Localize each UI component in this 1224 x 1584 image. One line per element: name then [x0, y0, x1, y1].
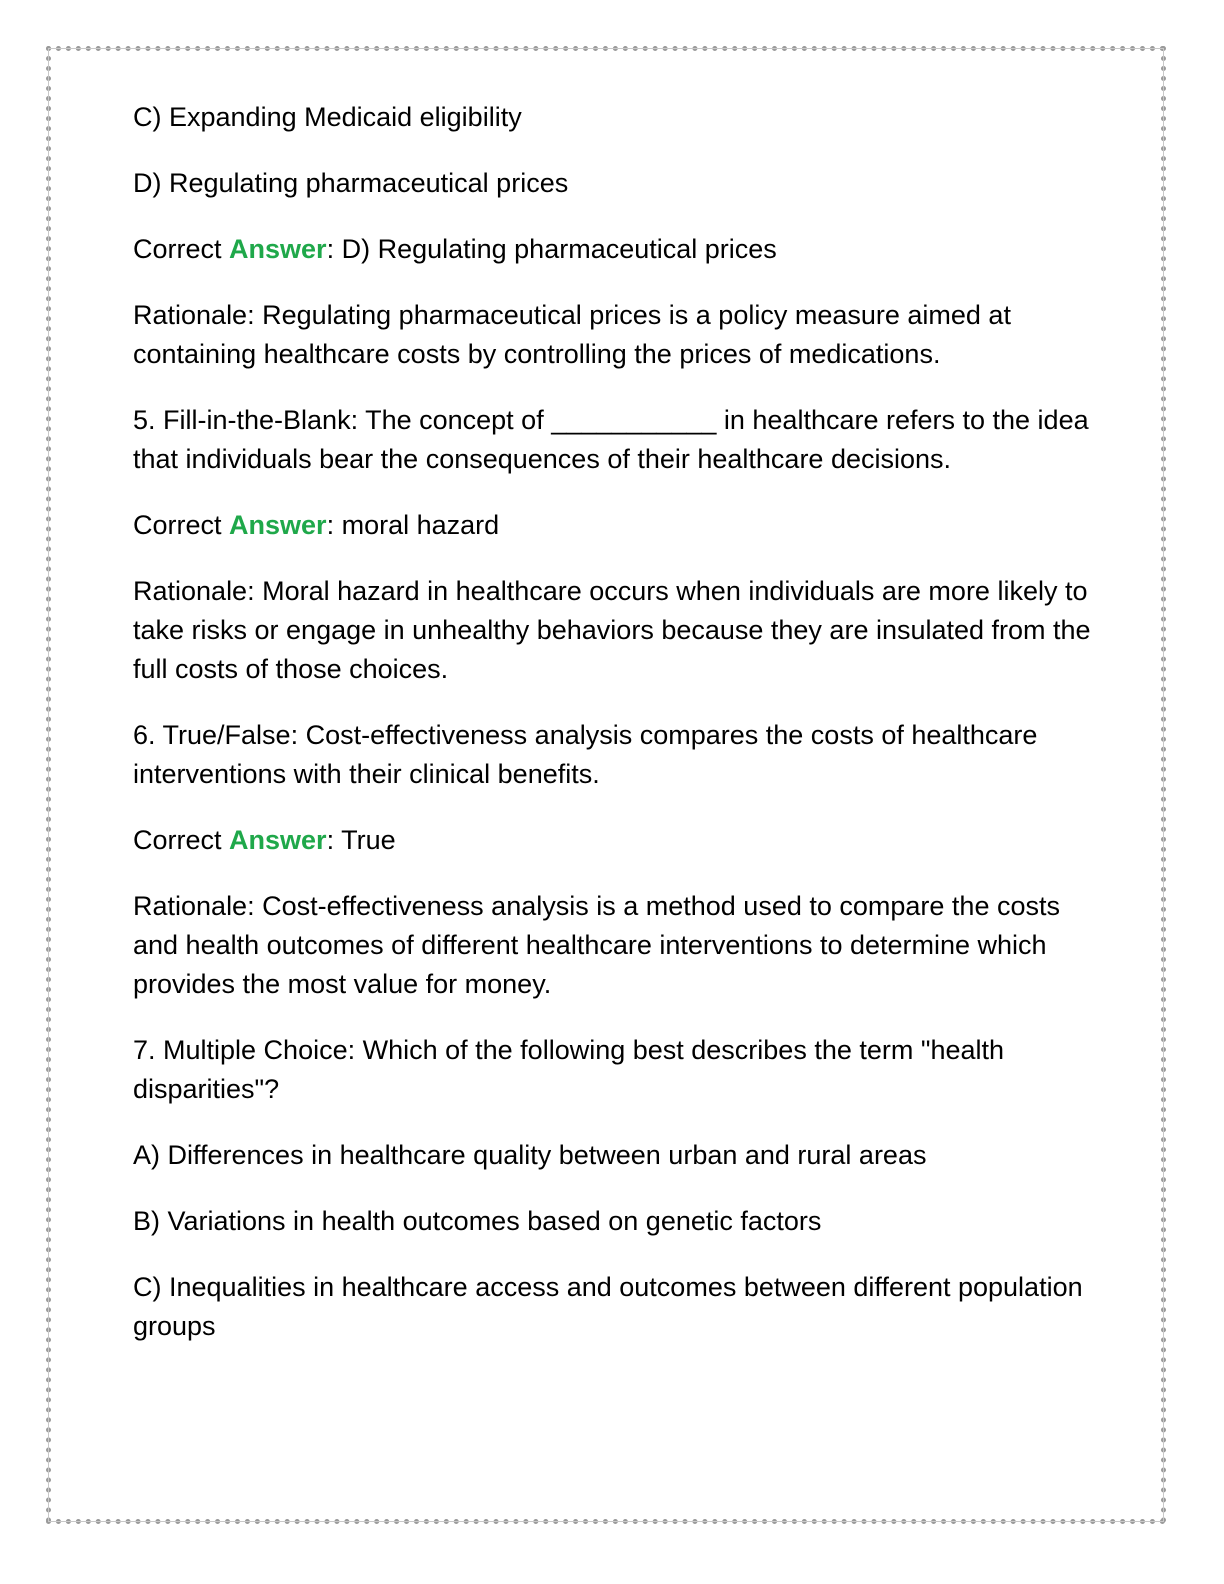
answer-value: : moral hazard — [326, 510, 500, 540]
option-a-urban-rural: A) Differences in healthcare quality between urban and rural areas — [133, 1140, 927, 1170]
question-6: 6. True/False: Cost-effectiveness analysis compares the costs of healthcare interventions with their clinical benefits. — [133, 720, 1038, 789]
option-c-medicaid: C) Expanding Medicaid eligibility — [133, 102, 522, 132]
answer-value: : True — [326, 825, 396, 855]
answer-prefix: Correct — [133, 825, 230, 855]
rationale-q5: Rationale: Moral hazard in healthcare occurs when individuals are more likely to take risks or engage in unhealthy behaviors because they are insulated from the full costs of those choices. — [133, 576, 1091, 684]
correct-answer-q5 — [133, 506, 1093, 545]
answer-keyword: Answer — [229, 234, 327, 264]
answer-prefix: Correct — [133, 234, 230, 264]
question-5: 5. Fill-in-the-Blank: The concept of ___________ in healthcare refers to the idea that individuals bear the consequences of their healthcare decisions. — [133, 405, 1089, 474]
correct-answer-q6 — [133, 821, 1093, 860]
answer-prefix: Correct — [133, 510, 230, 540]
option-d-pharma-prices: D) Regulating pharmaceutical prices — [133, 168, 569, 198]
option-c-inequalities: C) Inequalities in healthcare access and outcomes between different population groups — [133, 1272, 1083, 1341]
document-body — [133, 98, 1093, 1373]
answer-keyword: Answer — [229, 825, 327, 855]
option-b-genetic: B) Variations in health outcomes based on genetic factors — [133, 1206, 822, 1236]
correct-answer-q4 — [133, 230, 1093, 269]
answer-value: : D) Regulating pharmaceutical prices — [326, 234, 777, 264]
rationale-q6: Rationale: Cost-effectiveness analysis is a method used to compare the costs and health outcomes of different healthcare interventions to determine which provides the most value for money. — [133, 891, 1060, 999]
question-7: 7. Multiple Choice: Which of the following best describes the term "health disparities"? — [133, 1035, 1005, 1104]
rationale-q4: Rationale: Regulating pharmaceutical prices is a policy measure aimed at containing healthcare costs by controlling the prices of medications. — [133, 300, 1011, 369]
answer-keyword: Answer — [229, 510, 327, 540]
